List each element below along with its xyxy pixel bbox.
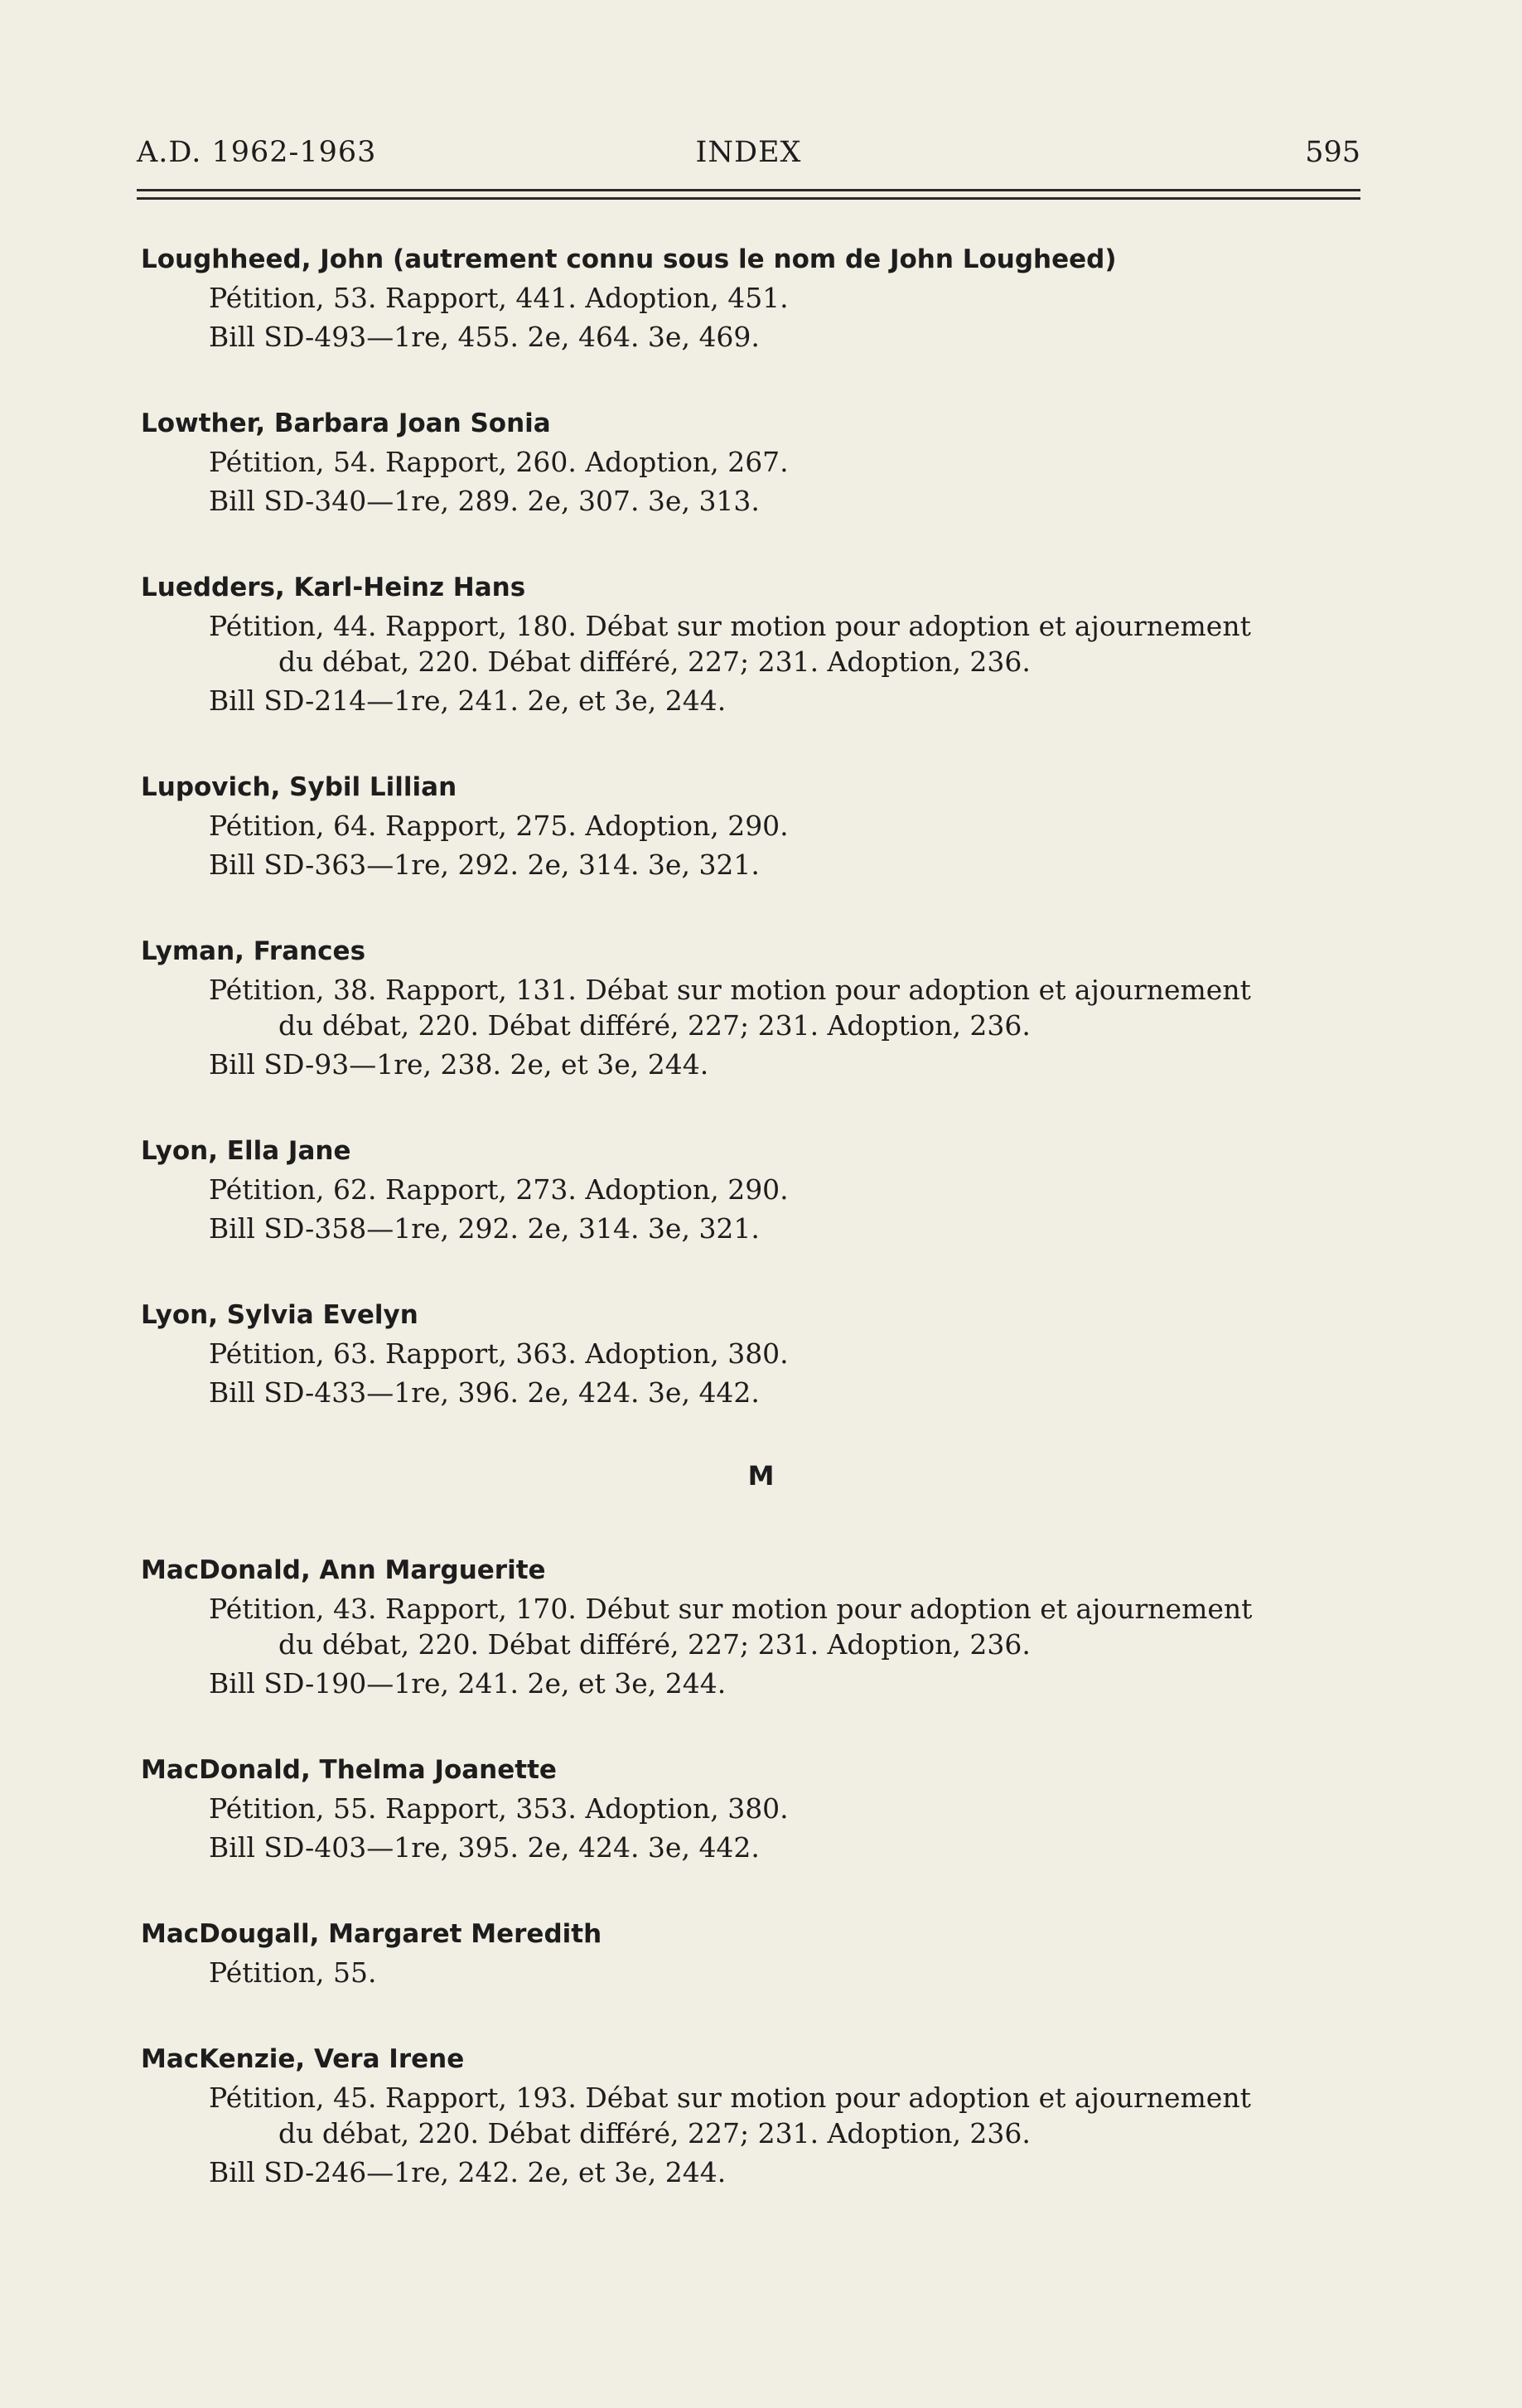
entry-petition-line: Pétition, 63. Rapport, 363. Adoption, 380. [209, 1337, 789, 1370]
entry-petition-line: Pétition, 64. Rapport, 275. Adoption, 290. [209, 810, 789, 842]
entry-petition-line: Pétition, 45. Rapport, 193. Débat sur motion pour adoption et ajournement [209, 2082, 1251, 2114]
entry-petition-line: Pétition, 55. [209, 1956, 377, 1989]
entry-bill-line: Bill SD-214—1re, 241. 2e, et 3e, 244. [209, 684, 727, 717]
header-rule-bottom [137, 197, 1360, 200]
index-entry [141, 1915, 1381, 1992]
index-entry [141, 404, 1381, 520]
entry-petition-line: Pétition, 43. Rapport, 170. Début sur motion pour adoption et ajournement [209, 1593, 1253, 1625]
running-title: INDEX [695, 136, 802, 169]
entry-name: Lyman, Frances [141, 936, 366, 966]
index-entry [141, 1296, 1381, 1412]
entry-petition-line: Pétition, 53. Rapport, 441. Adoption, 451. [209, 282, 789, 314]
index-entry [141, 568, 1381, 720]
index-entry [141, 1751, 1381, 1867]
entry-petition-line: Pétition, 54. Rapport, 260. Adoption, 267. [209, 446, 789, 478]
index-entry [141, 932, 1381, 1084]
entry-bill-line: Bill SD-340—1re, 289. 2e, 307. 3e, 313. [209, 485, 760, 517]
entry-bill-line: Bill SD-433—1re, 396. 2e, 424. 3e, 442. [209, 1376, 760, 1409]
running-head [137, 136, 1360, 177]
entry-continuation-line: du débat, 220. Débat différé, 227; 231. Adoption, 236. [278, 646, 1031, 678]
entry-name: Loughheed, John (autrement connu sous le nom de John Lougheed) [141, 244, 1117, 274]
entry-petition-line: Pétition, 62. Rapport, 273. Adoption, 290. [209, 1173, 789, 1206]
entry-name: MacDonald, Ann Marguerite [141, 1555, 546, 1585]
entry-name: Lupovich, Sybil Lillian [141, 772, 457, 802]
index-entry [141, 1551, 1381, 1703]
entry-continuation-line: du débat, 220. Débat différé, 227; 231. Adoption, 236. [278, 1009, 1031, 1042]
entry-name: Luedders, Karl-Heinz Hans [141, 573, 526, 602]
entry-name: Lyon, Ella Jane [141, 1136, 351, 1166]
entry-petition-line: Pétition, 44. Rapport, 180. Débat sur motion pour adoption et ajournement [209, 610, 1251, 642]
index-entries [141, 240, 1381, 2240]
entry-continuation-line: du débat, 220. Débat différé, 227; 231. Adoption, 236. [278, 2117, 1031, 2149]
entry-continuation-line: du débat, 220. Débat différé, 227; 231. Adoption, 236. [278, 1628, 1031, 1661]
page-number: 595 [1305, 136, 1360, 169]
entry-name: Lowther, Barbara Joan Sonia [141, 409, 551, 438]
entry-petition-line: Pétition, 55. Rapport, 353. Adoption, 380. [209, 1792, 789, 1825]
index-entry [141, 240, 1381, 356]
entry-name: MacKenzie, Vera Irene [141, 2044, 465, 2074]
entry-bill-line: Bill SD-363—1re, 292. 2e, 314. 3e, 321. [209, 849, 760, 881]
header-rule-top [137, 189, 1360, 191]
index-entry [141, 768, 1381, 884]
entry-bill-line: Bill SD-246—1re, 242. 2e, et 3e, 244. [209, 2156, 727, 2188]
entry-petition-line: Pétition, 38. Rapport, 131. Débat sur motion pour adoption et ajournement [209, 974, 1251, 1006]
entry-name: MacDougall, Margaret Meredith [141, 1919, 602, 1949]
session-years: A.D. 1962-1963 [137, 136, 377, 169]
entry-name: Lyon, Sylvia Evelyn [141, 1300, 418, 1330]
entry-bill-line: Bill SD-190—1re, 241. 2e, et 3e, 244. [209, 1667, 727, 1700]
index-entry [141, 2040, 1381, 2192]
entry-bill-line: Bill SD-403—1re, 395. 2e, 424. 3e, 442. [209, 1831, 760, 1864]
entry-bill-line: Bill SD-493—1re, 455. 2e, 464. 3e, 469. [209, 321, 760, 353]
section-letter: M [747, 1460, 775, 1492]
entry-name: MacDonald, Thelma Joanette [141, 1755, 557, 1785]
entry-bill-line: Bill SD-358—1re, 292. 2e, 314. 3e, 321. [209, 1212, 760, 1245]
entry-bill-line: Bill SD-93—1re, 238. 2e, et 3e, 244. [209, 1048, 709, 1081]
index-entry [141, 1132, 1381, 1248]
